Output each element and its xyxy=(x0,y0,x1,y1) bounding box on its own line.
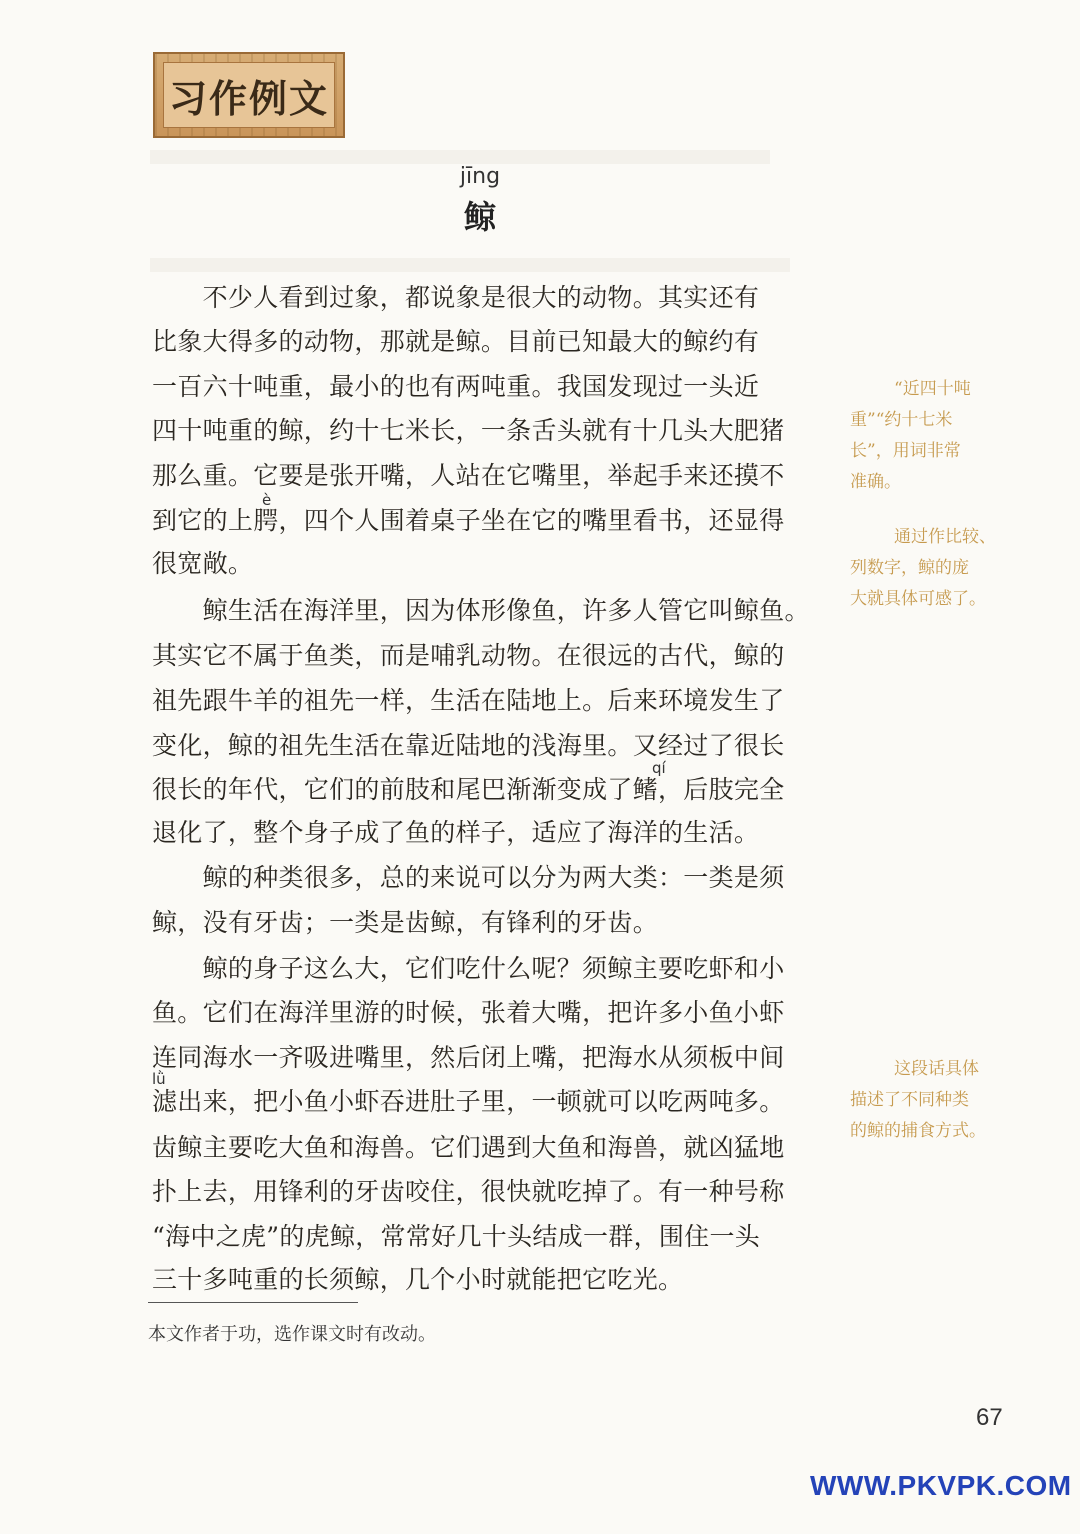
body-line: 滤出来，把小鱼小虾吞进肚子里，一顿就可以吃两吨多。 xyxy=(152,1087,785,1116)
body-line: 那么重。它要是张开嘴，人站在它嘴里，举起手来还摸不 xyxy=(152,461,785,490)
body-line: “海中之虎”的虎鲸，常常好几十头结成一群，围住一头 xyxy=(152,1222,761,1251)
body-line: 齿鲸主要吃大鱼和海兽。它们遇到大鱼和海兽，就凶猛地 xyxy=(152,1133,785,1162)
body-line: 变化，鲸的祖先生活在靠近陆地的浅海里。又经过了很长 xyxy=(152,731,785,760)
note-text: 描述了不同种类 xyxy=(850,1090,969,1110)
title-pinyin: jīng xyxy=(459,164,501,189)
watermark: WWW.PKVPK.COM xyxy=(810,1470,1072,1501)
body-line: 退化了，整个身子成了鱼的样子，适应了海洋的生活。 xyxy=(152,818,760,847)
pinyin-annotation: qí xyxy=(652,759,666,777)
note-text: “近四十吨 xyxy=(894,379,971,399)
body-line: 不少人看到过象，都说象是很大的动物。其实还有 xyxy=(152,283,760,312)
body-line: 鲸生活在海洋里，因为体形像鱼，许多人管它叫鲸鱼。 xyxy=(152,596,810,625)
note-text: 这段话具体 xyxy=(894,1059,979,1079)
body-line: 很宽敞。 xyxy=(152,549,254,578)
body-line: 鱼。它们在海洋里游的时候，张着大嘴，把许多小鱼小虾 xyxy=(152,998,785,1027)
section-header-badge xyxy=(153,52,345,138)
page-title: 鲸 xyxy=(463,198,496,236)
pinyin-annotation: è xyxy=(262,491,272,509)
pinyin-annotation: lǜ xyxy=(152,1070,166,1088)
note-text: 重”“约十七米 xyxy=(850,410,953,430)
source-note: 本文作者于功，选作课文时有改动。 xyxy=(148,1324,436,1345)
body-line: 四十吨重的鲸，约十七米长，一条舌头就有十几头大肥猪 xyxy=(152,416,785,445)
body-line: 到它的上腭，四个人围着桌子坐在它的嘴里看书，还显得 xyxy=(152,506,785,535)
note-text: 的鲸的捕食方式。 xyxy=(850,1121,986,1141)
note-text: 列数字，鲸的庞 xyxy=(850,558,969,578)
body-line: 扑上去，用锋利的牙齿咬住，很快就吃掉了。有一种号称 xyxy=(152,1177,785,1206)
body-line: 鲸的种类很多，总的来说可以分为两大类：一类是须 xyxy=(152,863,785,892)
body-line: 一百六十吨重，最小的也有两吨重。我国发现过一头近 xyxy=(152,372,760,401)
margin-note xyxy=(850,374,1020,498)
bleedthrough-mark xyxy=(150,258,790,272)
note-text: 大就具体可感了。 xyxy=(850,589,986,609)
bleedthrough-mark xyxy=(150,150,770,164)
body-line: 很长的年代，它们的前肢和尾巴渐渐变成了鳍，后肢完全 xyxy=(152,775,785,804)
margin-note xyxy=(850,1054,1020,1147)
note-line xyxy=(850,522,1020,553)
note-text: 长”，用词非常 xyxy=(850,441,961,461)
body-line: 其实它不属于鱼类，而是哺乳动物。在很远的古代，鲸的 xyxy=(152,641,785,670)
margin-note xyxy=(850,522,1020,615)
note-text: 准确。 xyxy=(850,472,901,492)
body-line: 祖先跟牛羊的祖先一样，生活在陆地上。后来环境发生了 xyxy=(152,686,785,715)
page-number: 67 xyxy=(976,1404,1003,1431)
body-line: 连同海水一齐吸进嘴里，然后闭上嘴，把海水从须板中间 xyxy=(152,1043,785,1072)
note-line xyxy=(850,374,1020,405)
note-text: 通过作比较、 xyxy=(894,527,996,547)
body-line: 三十多吨重的长须鲸，几个小时就能把它吃光。 xyxy=(152,1265,684,1294)
body-line: 鲸，没有牙齿；一类是齿鲸，有锋利的牙齿。 xyxy=(152,908,659,937)
body-line: 比象大得多的动物，那就是鲸。目前已知最大的鲸约有 xyxy=(152,327,760,356)
note-line xyxy=(850,1054,1020,1085)
body-line: 鲸的身子这么大，它们吃什么呢？须鲸主要吃虾和小 xyxy=(152,954,785,983)
footnote-divider xyxy=(148,1302,358,1303)
section-header-label: 习作例文 xyxy=(168,76,329,121)
